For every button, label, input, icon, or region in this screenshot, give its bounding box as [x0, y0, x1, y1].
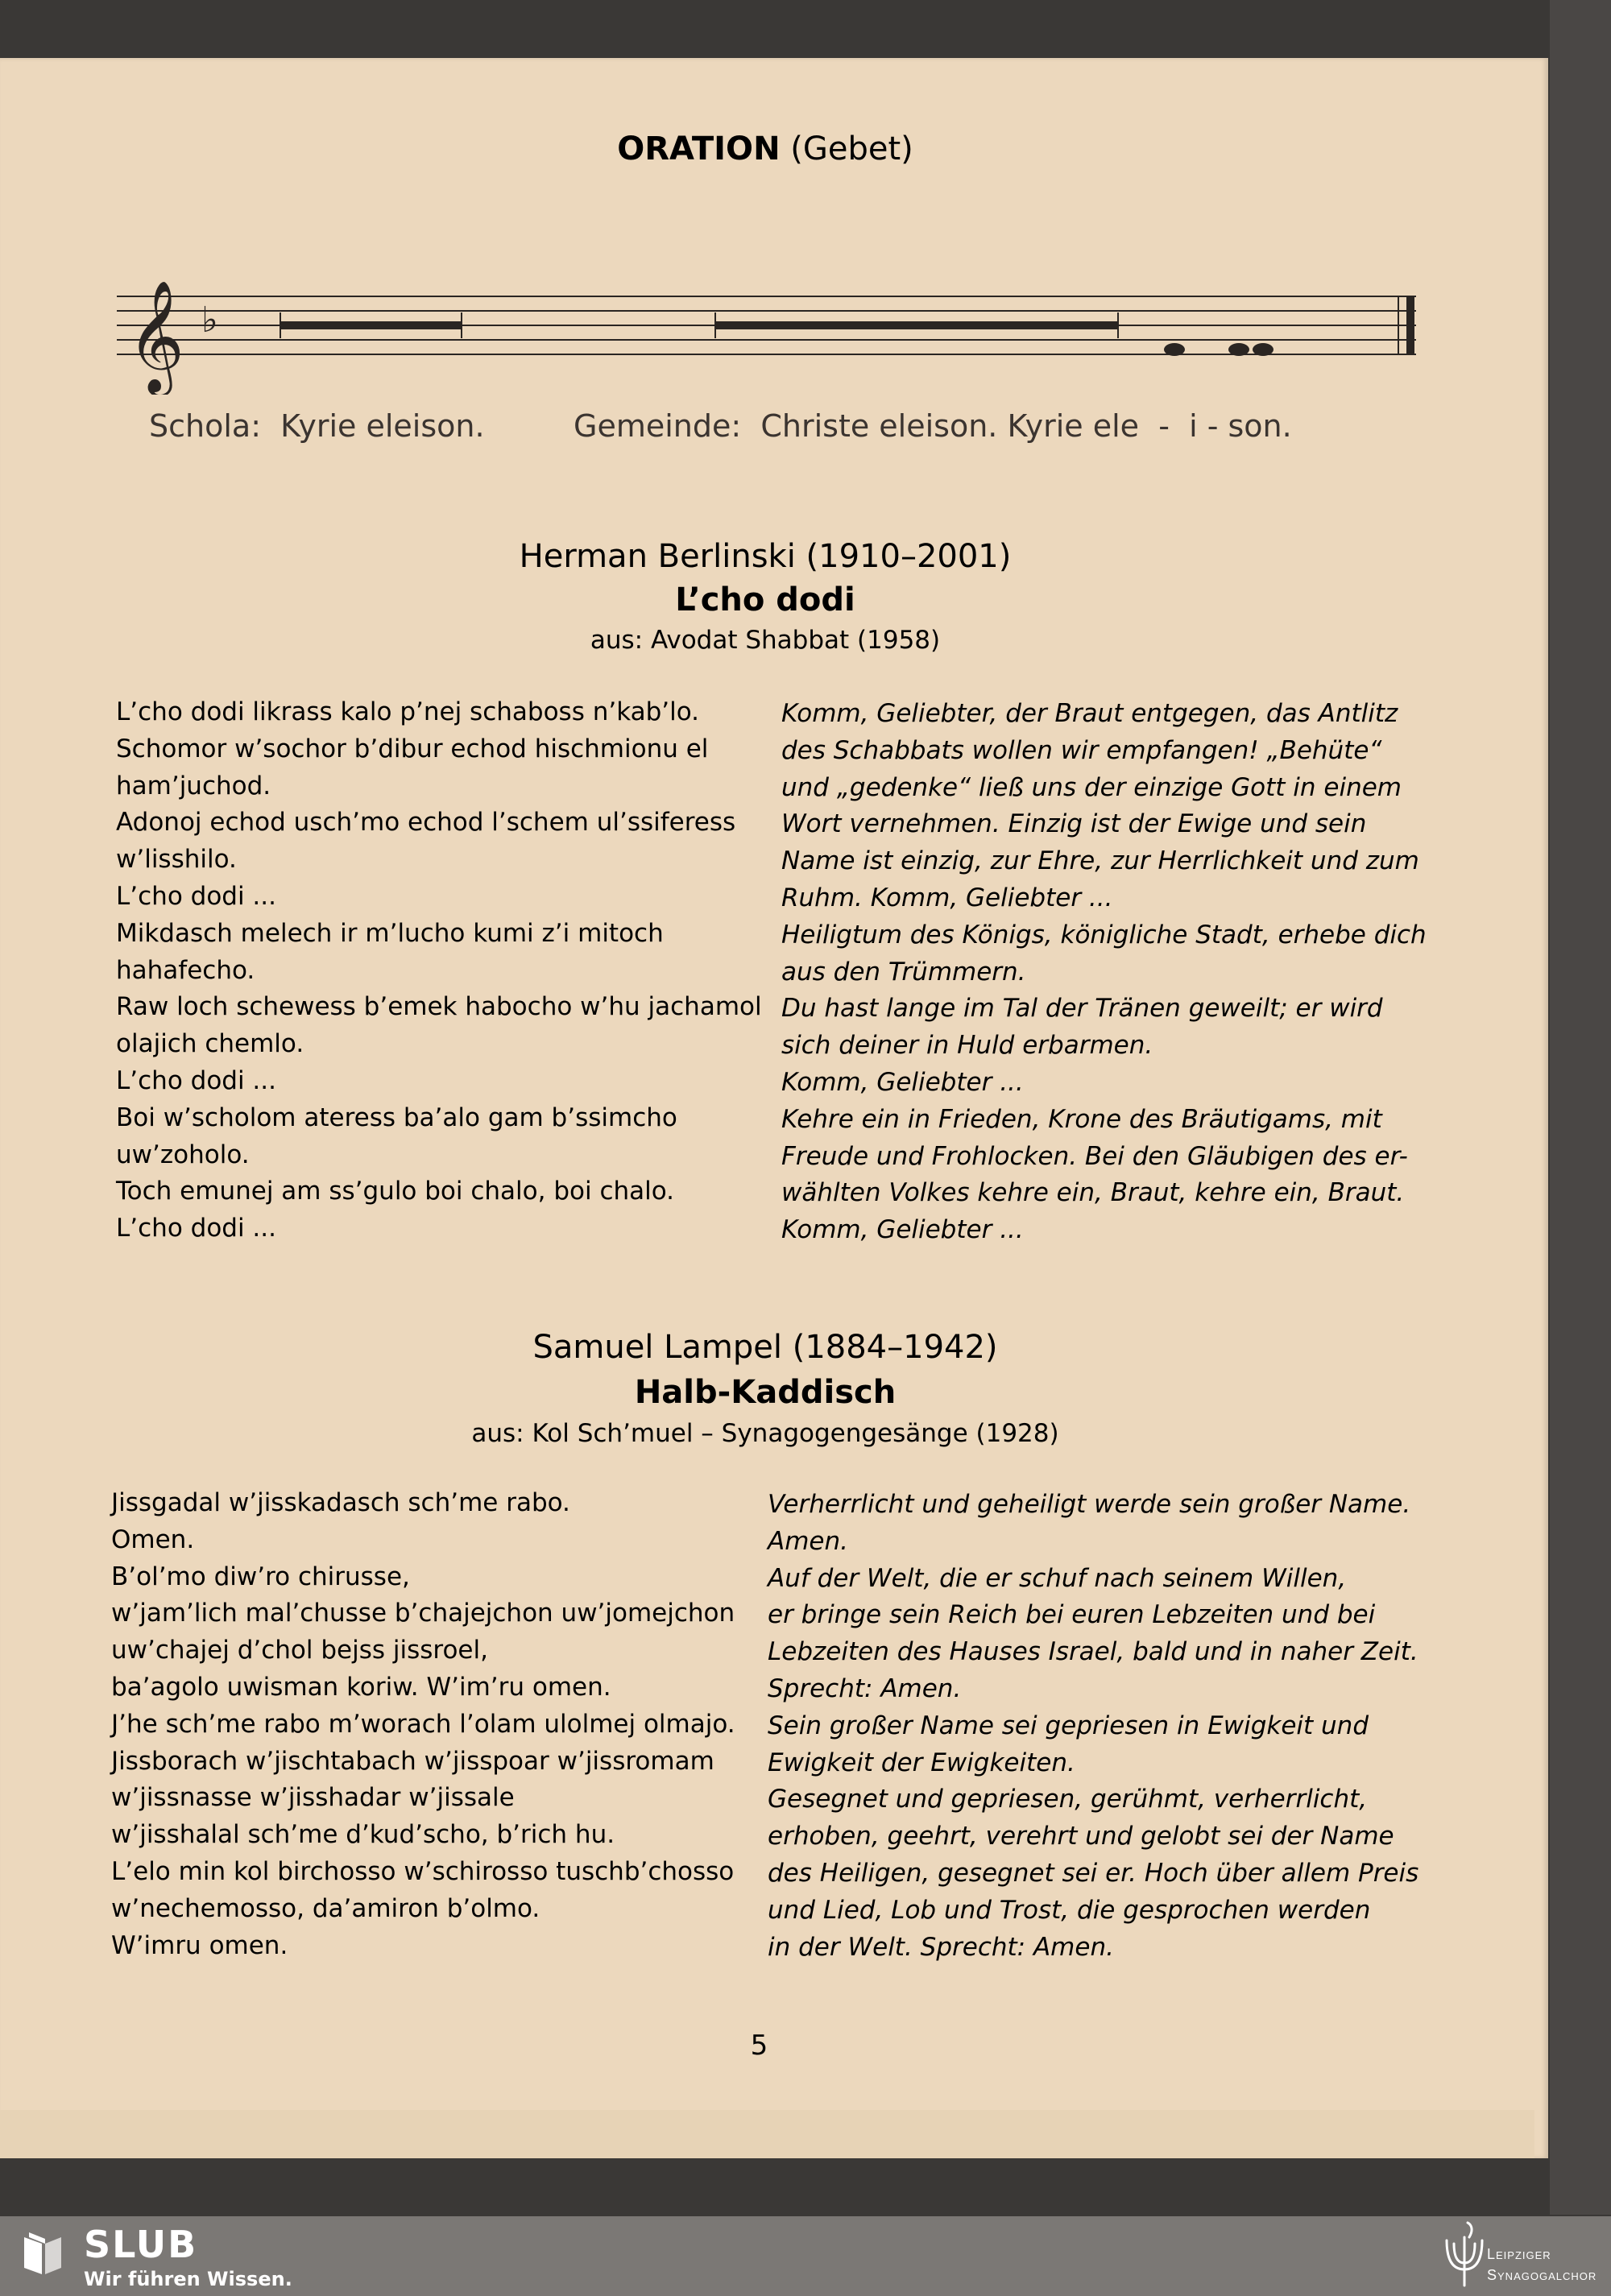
choir-logo-text: Leipziger Synagogalchor — [1487, 2246, 1597, 2283]
translation-line: aus den Trümmern. — [781, 957, 1026, 987]
work-title: L’cho dodi — [675, 581, 855, 618]
translation-line: Sprecht: Amen. — [768, 1673, 962, 1703]
translation-line: erhoben, geehrt, verehrt und gelobt sei der Name — [768, 1822, 1394, 1851]
note — [1253, 343, 1273, 356]
work-source: aus: Avodat Shabbat (1958) — [590, 626, 941, 655]
translation-line: Ewigkeit der Ewigkeiten. — [768, 1748, 1075, 1777]
transliteration-line: w’jissnasse w’jisshadar w’jissale — [111, 1783, 515, 1813]
translation-column — [781, 696, 1427, 1249]
schola-label: Schola: Kyrie eleison. — [149, 408, 485, 444]
transliteration-line: w’nechemosso, da’amiron b’olmo. — [111, 1893, 540, 1923]
final-barline — [1406, 296, 1414, 354]
translation-line: und Lied, Lob und Trost, die gesprochen werden — [768, 1895, 1371, 1925]
transliteration-line: Adonoj echod usch’mo echod l’schem ul’ssiferess — [116, 808, 736, 838]
page-bottom-edge — [0, 2110, 1534, 2158]
translation-line: Du hast lange im Tal der Tränen geweilt; er wird — [781, 994, 1383, 1024]
translation-line: Komm, Geliebter ... — [781, 1215, 1024, 1245]
recitation-bar-1 — [280, 321, 462, 329]
translation-line: des Heiligen, gesegnet sei er. Hoch über allem Preis — [768, 1858, 1419, 1888]
gemeinde-text: Christe eleison. Kyrie ele - i - son. — [760, 408, 1292, 444]
translation-line: und „gedenke“ ließ uns der einzige Gott in einem — [781, 772, 1402, 802]
transliteration-line: w’jisshalal sch’me d’kud’scho, b’rich hu. — [111, 1820, 615, 1850]
transliteration-line: Raw loch schewess b’emek habocho w’hu jachamol — [116, 992, 762, 1022]
composer-heading: Samuel Lampel (1884–1942) — [532, 1329, 998, 1366]
translation-line: Ruhm. Komm, Geliebter ... — [781, 883, 1113, 912]
transliteration-line: ba’agolo uwisman koriw. W’im’ru omen. — [111, 1672, 611, 1702]
translation-line: Kehre ein in Frieden, Krone des Bräutigams, mit — [781, 1104, 1382, 1134]
transliteration-line: J’he sch’me rabo m’worach l’olam ulolmej olmajo. — [111, 1709, 735, 1739]
transliteration-line: Schomor w’sochor b’dibur echod hischmionu el — [116, 734, 709, 763]
transliteration-line: L’cho dodi ... — [116, 1214, 276, 1243]
translation-line: in der Welt. Sprecht: Amen. — [768, 1932, 1114, 1962]
transliteration-line: L’cho dodi ... — [116, 881, 276, 911]
note — [1228, 343, 1249, 356]
transliteration-line: L’cho dodi likrass kalo p’nej schaboss n’kab’lo. — [116, 697, 700, 726]
transliteration-line: olajich chemlo. — [116, 1029, 304, 1059]
transliteration-line: W’imru omen. — [111, 1930, 288, 1960]
gemeinde-label: Gemeinde: Christe eleison. Kyrie ele - i - son. — [574, 408, 1292, 444]
transliteration-line: w’jam’lich mal’chusse b’chajejchon uw’jomejchon — [111, 1599, 735, 1628]
slub-logo-text[interactable]: SLUB — [84, 2223, 198, 2266]
transliteration-line: ham’juchod. — [116, 771, 271, 800]
translation-line: Komm, Geliebter ... — [781, 1067, 1024, 1097]
translation-line: Lebzeiten des Hauses Israel, bald und in naher Zeit. — [768, 1637, 1418, 1667]
transliteration-line: L’elo min kol birchosso w’schirosso tuschb’chosso — [111, 1856, 735, 1886]
scan-background-edge — [1550, 0, 1611, 2215]
oration-subtitle: (Gebet) — [790, 130, 913, 168]
oration-title: ORATION — [617, 130, 781, 168]
transliteration-line: Mikdasch melech ir m’lucho kumi z’i mitoch — [116, 918, 664, 948]
transliteration-column — [111, 1485, 735, 1964]
translation-column — [768, 1487, 1418, 1966]
note — [1164, 343, 1185, 356]
translation-line: Verherrlicht und geheiligt werde sein großer Name. — [768, 1490, 1411, 1519]
transliteration-line: w’lisshilo. — [116, 845, 237, 875]
composer-heading: Herman Berlinski (1910–2001) — [519, 538, 1012, 575]
recitation-bar-2 — [715, 321, 1118, 329]
transliteration-line: Boi w’scholom ateress ba’alo gam b’ssimcho — [116, 1102, 677, 1132]
menorah-icon — [1442, 2221, 1487, 2290]
transliteration-line: Jissborach w’jischtabach w’jisspoar w’jissromam — [111, 1746, 714, 1776]
slub-book-icon[interactable] — [18, 2229, 66, 2277]
oration-heading — [0, 130, 1530, 168]
transliteration-line: Jissgadal w’jisskadasch sch’me rabo. — [111, 1488, 570, 1517]
schola-text: Kyrie eleison. — [280, 408, 485, 444]
translation-line: Heiligtum des Königs, königliche Stadt, erhebe dich — [781, 920, 1427, 949]
translation-line: Komm, Geliebter, der Braut entgegen, das Antlitz — [781, 699, 1398, 728]
translation-line: Wort vernehmen. Einzig ist der Ewige und sein — [781, 809, 1367, 839]
translation-line: wählten Volkes kehre ein, Braut, kehre ein, Braut. — [781, 1178, 1405, 1208]
work-title: Halb-Kaddisch — [634, 1374, 897, 1411]
translation-line: Sein großer Name sei gepriesen in Ewigkeit und — [768, 1711, 1369, 1740]
page-number: 5 — [750, 2029, 768, 2062]
transliteration-line: L’cho dodi ... — [116, 1065, 276, 1095]
transliteration-line: hahafecho. — [116, 955, 255, 985]
translation-line: er bringe sein Reich bei euren Lebzeiten und bei — [768, 1600, 1376, 1630]
transliteration-line: uw’chajej d’chol bejss jissroel, — [111, 1636, 488, 1665]
translation-line: sich deiner in Huld erbarmen. — [781, 1031, 1153, 1061]
translation-line: des Schabbats wollen wir empfangen! „Behüte“ — [781, 735, 1382, 765]
transliteration-line: B’ol’mo diw’ro chirusse, — [111, 1562, 410, 1591]
transliteration-line: uw’zoholo. — [116, 1140, 250, 1169]
translation-line: Gesegnet und gepriesen, gerühmt, verherrlicht, — [768, 1785, 1368, 1814]
work-source: aus: Kol Sch’muel – Synagogengesänge (1928) — [471, 1419, 1059, 1448]
slub-tagline: Wir führen Wissen. — [84, 2268, 292, 2290]
translation-line: Name ist einzig, zur Ehre, zur Herrlichkeit und zum — [781, 846, 1419, 876]
music-staff — [113, 266, 1426, 395]
translation-line: Auf der Welt, die er schuf nach seinem Willen, — [768, 1563, 1347, 1593]
flat-key-signature: ♭ — [201, 300, 218, 341]
translation-line: Amen. — [768, 1526, 848, 1556]
translation-line: Freude und Frohlocken. Bei den Gläubigen des er- — [781, 1141, 1408, 1171]
transliteration-column — [116, 694, 762, 1247]
transliteration-line: Omen. — [111, 1524, 195, 1554]
treble-clef: 𝄞 — [127, 280, 184, 392]
transliteration-line: Toch emunej am ss’gulo boi chalo, boi chalo. — [116, 1177, 675, 1206]
